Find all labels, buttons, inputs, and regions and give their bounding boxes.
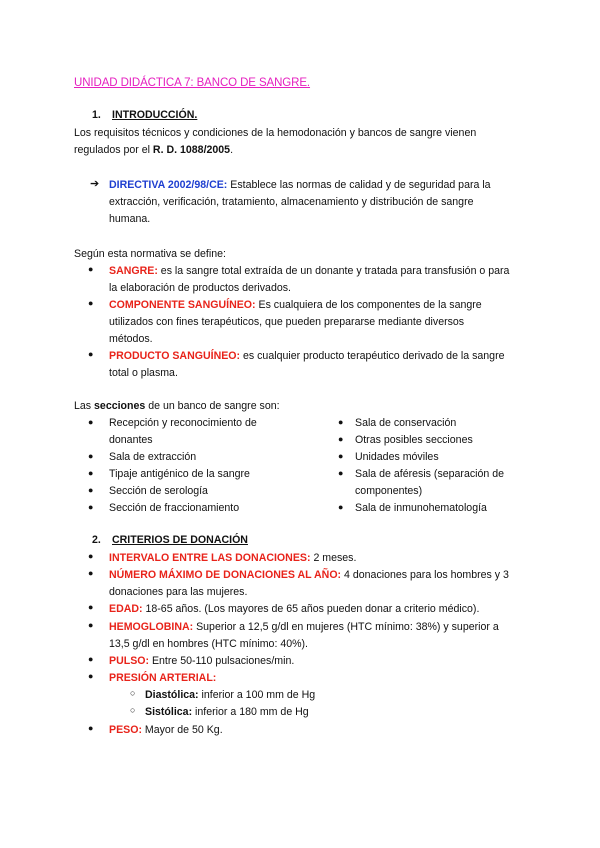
definition-producto-text: es cualquier producto terapéutico derivado de la sangre <box>240 350 505 362</box>
bullet-icon: ● <box>88 551 94 561</box>
criterion-age-value: 18-65 años. (Los mayores de 65 años pueden donar a criterio médico). <box>142 603 480 615</box>
criterion-hemoglobin-line-2: 13,5 g/dl en hombres (HTC mínimo: 40%). <box>109 638 309 650</box>
definition-producto-line-1 <box>109 348 505 365</box>
criterion-hemoglobin-line-1 <box>109 619 499 636</box>
sections-intro-pre: Las <box>74 400 95 412</box>
criterion-pulse-value: Entre 50-110 pulsaciones/min. <box>149 655 295 667</box>
criterion-interval-label: INTERVALO ENTRE LAS DONACIONES: <box>109 552 311 564</box>
bullet-icon: ● <box>338 417 344 427</box>
bullet-icon: ● <box>338 434 344 444</box>
bullet-icon: ● <box>88 451 94 461</box>
criterion-interval-value: 2 meses. <box>310 552 357 564</box>
arrow-bullet-icon: ➔ <box>90 178 100 190</box>
criterion-diastolic-value: inferior a 100 mm de Hg <box>198 689 316 701</box>
criterion-pulse-label: PULSO: <box>109 655 150 667</box>
criterion-max-donations-label: NÚMERO MÁXIMO DE DONACIONES AL AÑO: <box>109 569 342 581</box>
definition-producto-line-2: total o plasma. <box>109 367 178 379</box>
bullet-icon: ● <box>88 654 94 664</box>
criterion-weight-label: PESO: <box>109 724 142 736</box>
definition-sangre-line-1 <box>109 263 509 280</box>
criterion-max-donations-value: 4 donaciones para los hombres y 3 <box>341 569 509 581</box>
definition-sangre-label: SANGRE: <box>109 265 158 277</box>
definition-componente-label: COMPONENTE SANGUÍNEO: <box>109 299 256 311</box>
bullet-icon: ● <box>88 502 94 512</box>
sections-bold: secciones <box>94 400 146 412</box>
sections-intro <box>74 398 280 415</box>
definitions-intro: Según esta normativa se define: <box>74 248 226 260</box>
definition-sangre-text: es la sangre total extraída de un donante y tratada para transfusión o para <box>157 265 510 277</box>
document-title: UNIDAD DIDÁCTICA 7: BANCO DE SANGRE. <box>74 77 311 89</box>
bullet-icon: ● <box>338 451 344 461</box>
section-2-heading <box>92 532 248 549</box>
left-list-item-cont: donantes <box>109 434 153 446</box>
definition-componente-line-2: utilizados con fines terapéuticos, que pueden prepararse mediante diversos <box>109 316 465 328</box>
sections-intro-post: de un banco de sangre son: <box>145 400 280 412</box>
decree-reference: R. D. 1088/2005 <box>152 144 231 156</box>
section-2-number: 2. <box>92 534 101 546</box>
criterion-hemoglobin-value: Superior a 12,5 g/dl en mujeres (HTC mínimo: 38%) y superior a <box>193 621 499 633</box>
criterion-blood-pressure-label: PRESIÓN ARTERIAL: <box>109 672 217 684</box>
criterion-age-label: EDAD: <box>109 603 143 615</box>
directive-line-1 <box>109 177 491 194</box>
intro-line-2 <box>74 142 233 159</box>
bullet-icon: ● <box>88 468 94 478</box>
intro-text: regulados por el <box>74 144 153 156</box>
right-list-item-cont: componentes) <box>355 485 423 497</box>
left-list-item: Recepción y reconocimiento de <box>109 417 257 429</box>
bullet-icon: ● <box>88 671 94 681</box>
criterion-diastolic <box>145 687 315 704</box>
directive-label: DIRECTIVA 2002/98/CE: <box>109 179 228 191</box>
bullet-icon: ● <box>88 298 94 308</box>
bullet-icon: ● <box>338 502 344 512</box>
definition-componente-line-3: métodos. <box>109 333 153 345</box>
criterion-systolic-label: Sistólica: <box>145 706 193 718</box>
left-list-item: Sección de serología <box>109 485 208 497</box>
right-list-item: Sala de aféresis (separación de <box>355 468 504 480</box>
criterion-systolic <box>145 704 309 721</box>
bullet-icon: ● <box>88 568 94 578</box>
left-list-item: Tipaje antigénico de la sangre <box>109 468 250 480</box>
definition-componente-line-1 <box>109 297 482 314</box>
circle-bullet-icon: ○ <box>130 688 136 698</box>
bullet-icon: ● <box>88 723 94 733</box>
bullet-icon: ● <box>338 468 344 478</box>
bullet-icon: ● <box>88 620 94 630</box>
bullet-icon: ● <box>88 602 94 612</box>
section-2-title: CRITERIOS DE DONACIÓN <box>112 534 248 546</box>
criterion-age <box>109 601 479 618</box>
criterion-weight <box>109 722 223 739</box>
section-1-title: INTRODUCCIÓN. <box>112 109 198 121</box>
criterion-blood-pressure <box>109 670 216 687</box>
section-1-heading <box>92 107 197 124</box>
criterion-systolic-value: inferior a 180 mm de Hg <box>192 706 309 718</box>
criterion-pulse <box>109 653 294 670</box>
criterion-max-donations-line-1 <box>109 567 509 584</box>
right-list-item: Sala de inmunohematología <box>355 502 487 514</box>
bullet-icon: ● <box>88 485 94 495</box>
circle-bullet-icon: ○ <box>130 705 136 715</box>
directive-line-3: humana. <box>109 213 151 225</box>
intro-line-1: Los requisitos técnicos y condiciones de la hemodonación y bancos de sangre vienen <box>74 127 477 139</box>
right-list-item: Sala de conservación <box>355 417 457 429</box>
criterion-interval <box>109 550 356 567</box>
left-list-item: Sección de fraccionamiento <box>109 502 240 514</box>
definition-sangre-line-2: la elaboración de productos derivados. <box>109 282 291 294</box>
bullet-icon: ● <box>88 349 94 359</box>
left-list-item: Sala de extracción <box>109 451 197 463</box>
section-1-number: 1. <box>92 109 101 121</box>
definition-componente-text: Es cualquiera de los componentes de la sangre <box>255 299 482 311</box>
intro-period: . <box>230 144 234 156</box>
criterion-weight-value: Mayor de 50 Kg. <box>141 724 223 736</box>
criterion-max-donations-line-2: donaciones para las mujeres. <box>109 586 248 598</box>
right-list-item: Unidades móviles <box>355 451 439 463</box>
criterion-diastolic-label: Diastólica: <box>145 689 199 701</box>
right-list-item: Otras posibles secciones <box>355 434 473 446</box>
bullet-icon: ● <box>88 264 94 274</box>
bullet-icon: ● <box>88 417 94 427</box>
directive-line-2: extracción, verificación, tratamiento, almacenamiento y distribución de sangre <box>109 196 474 208</box>
definition-producto-label: PRODUCTO SANGUÍNEO: <box>109 350 241 362</box>
criterion-hemoglobin-label: HEMOGLOBINA: <box>109 621 194 633</box>
directive-text: Establece las normas de calidad y de seguridad para la <box>227 179 491 191</box>
